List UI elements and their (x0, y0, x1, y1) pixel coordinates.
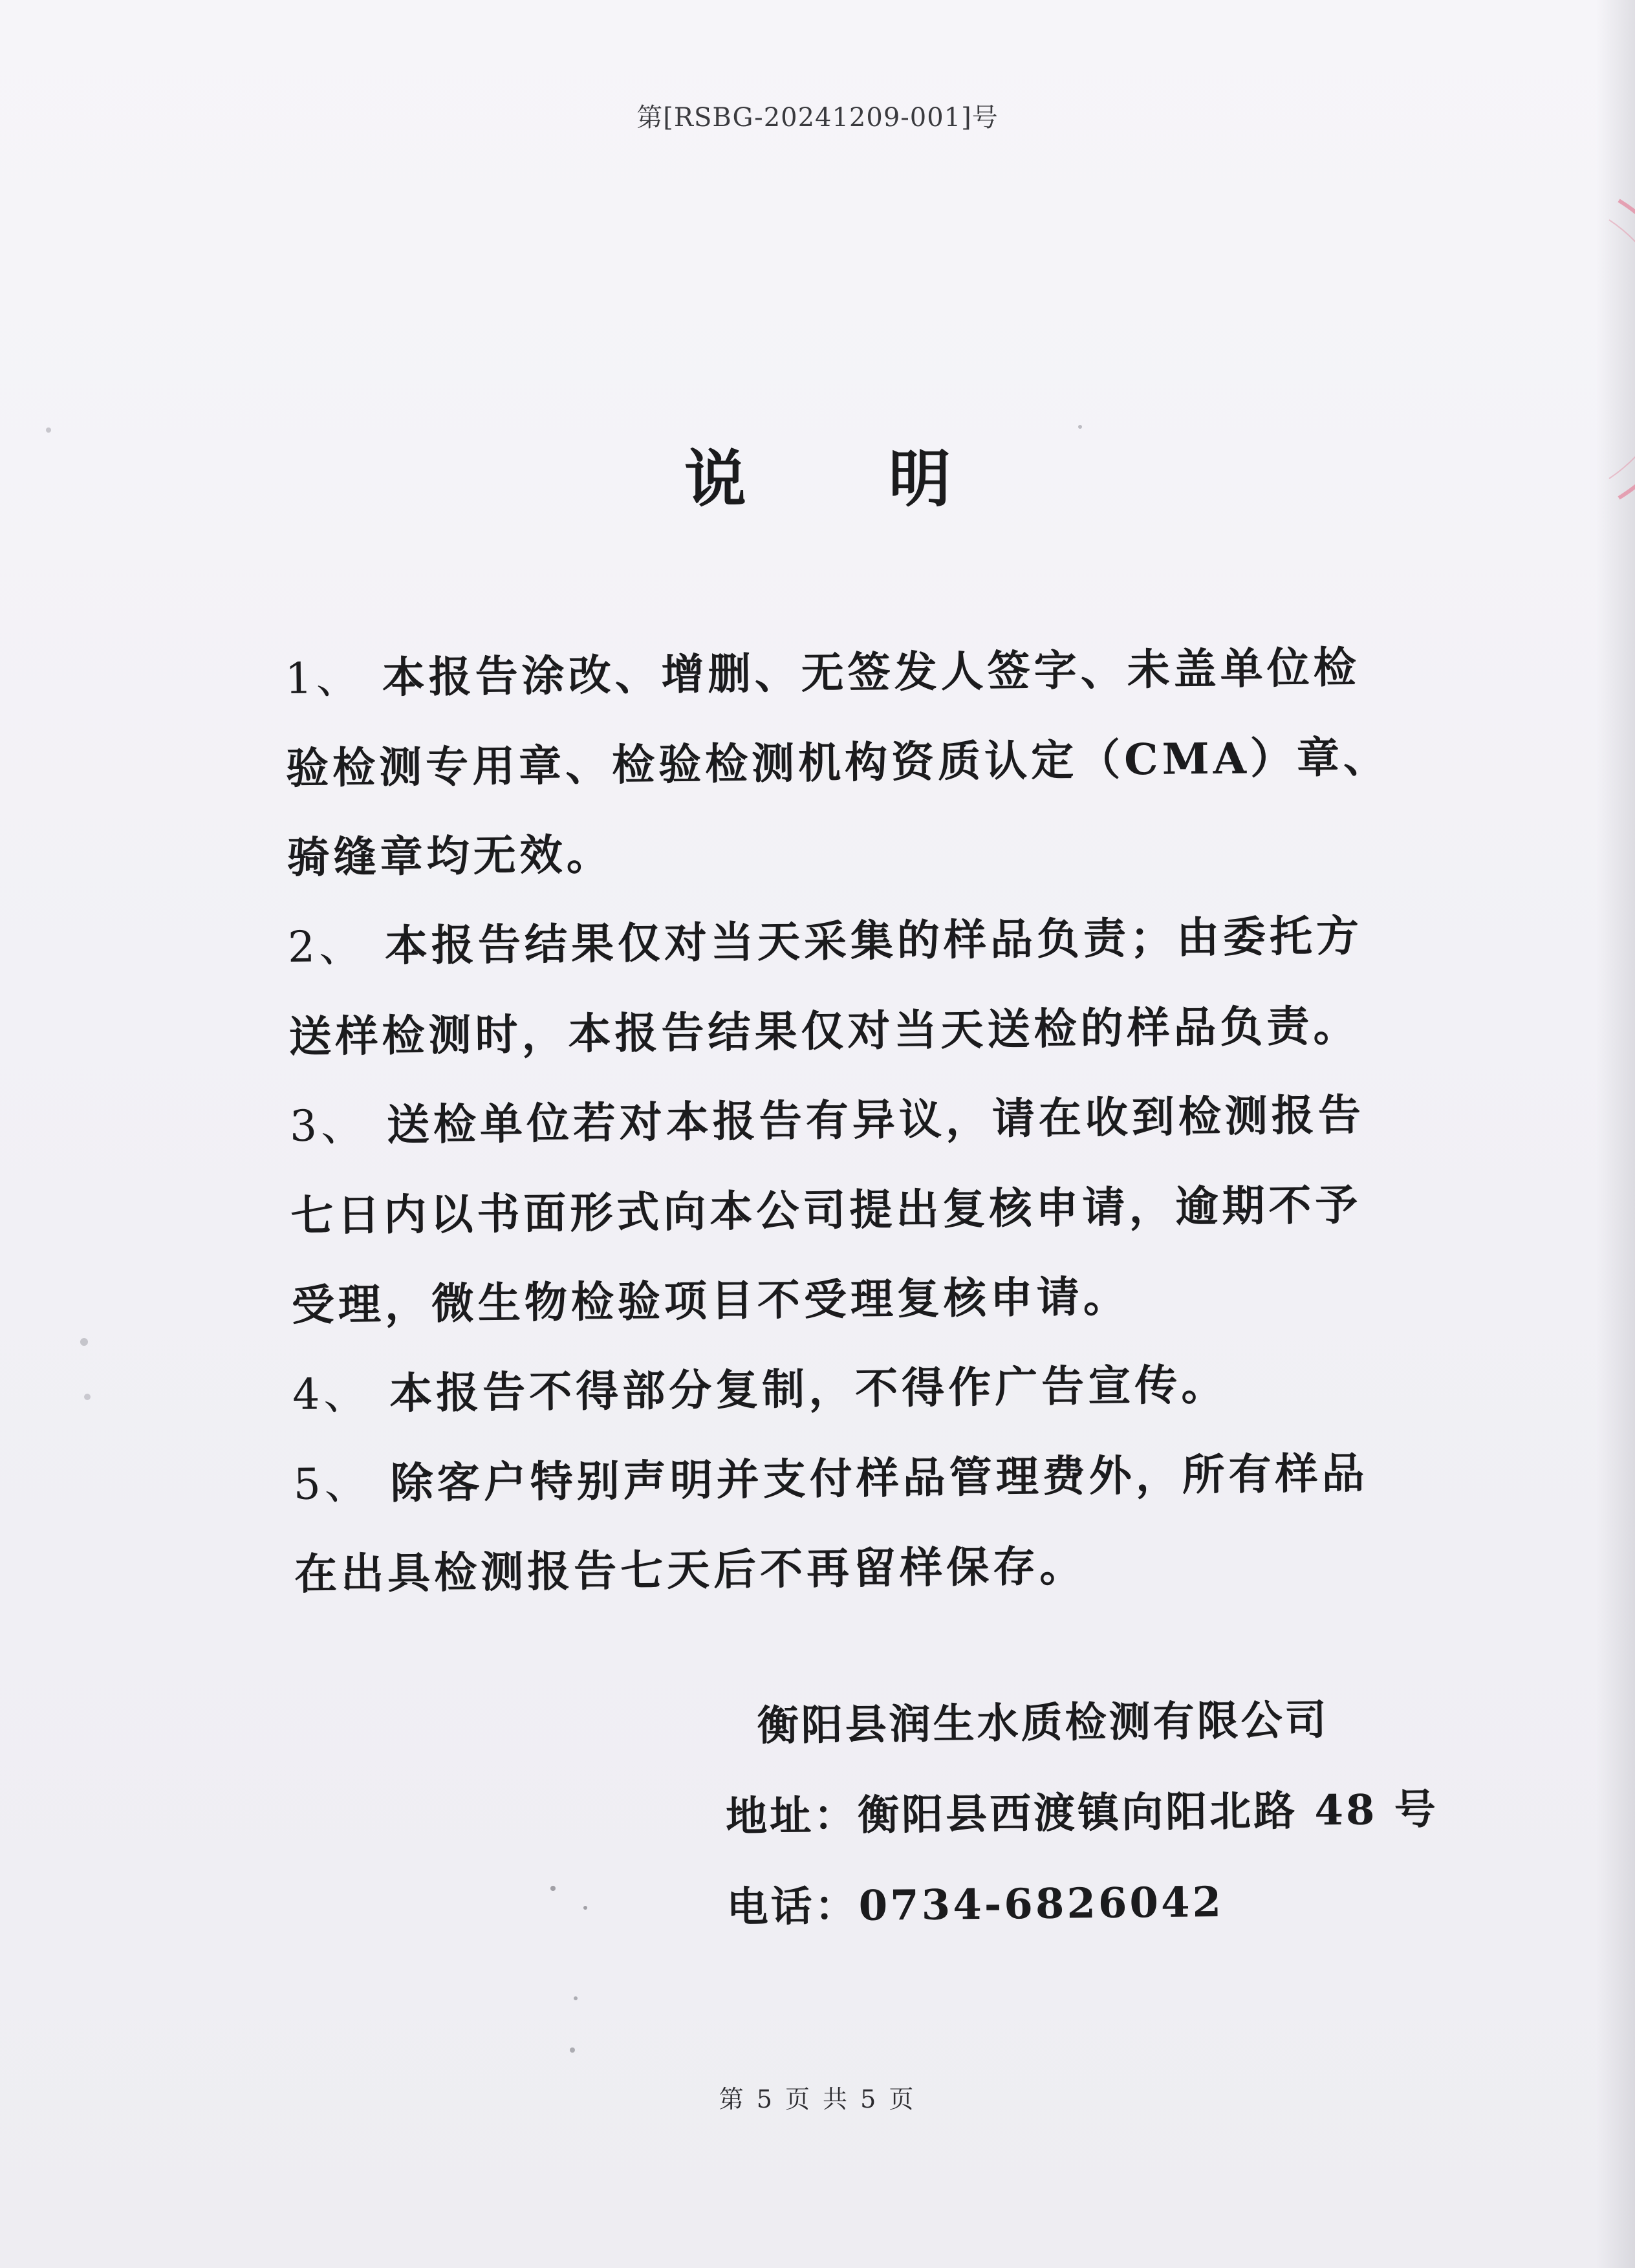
company-phone: 电话：0734-6826042 (726, 1877, 1224, 1932)
clause-item-5 (293, 1428, 1407, 1619)
company-address: 地址：衡阳县西渡镇向阳北路 48 号 (725, 1785, 1439, 1841)
clause-item-3 (289, 1070, 1404, 1350)
clause-number: 3、 (289, 1100, 368, 1151)
clause-list (285, 622, 1407, 1619)
company-info (724, 1674, 1440, 1953)
clause-number: 2、 (287, 921, 366, 972)
clause-item-2 (287, 891, 1402, 1081)
clause-number: 5、 (293, 1458, 372, 1509)
clause-number: 1、 (285, 653, 363, 704)
clause-text: 本报告不得部分复制，不得作广告宣传。 (389, 1359, 1228, 1419)
clause-item-1 (285, 622, 1400, 902)
report-number: 第[RSBG-20241209-001]号 (636, 103, 999, 133)
clause-text: 本报告涂改、增删、无签发人签字、未盖单位检验检测专用章、检验检测机构资质认定（CMA）章、骑缝章均无效。 (285, 642, 1391, 883)
page-title: 说明 (684, 442, 1093, 515)
clause-text: 除客户特别声明并支付样品管理费外，所有样品在出具检测报告七天后不再留样保存。 (294, 1447, 1369, 1599)
clause-item-4 (292, 1338, 1405, 1440)
page-number-footer: 第 5 页 共 5 页 (719, 2085, 916, 2113)
clause-text: 送检单位若对本报告有异议，请在收到检测报告七日内以书面形式向本公司提出复核申请，逾期不予受理，微生物检验项目不受理复核申请。 (290, 1089, 1365, 1330)
clause-text: 本报告结果仅对当天采集的样品负责；由委托方送样检测时，本报告结果仅对当天送检的样品负责。 (288, 910, 1363, 1062)
company-name: 衡阳县润生水质检测有限公司 (757, 1696, 1330, 1751)
clause-number: 4、 (292, 1368, 371, 1420)
